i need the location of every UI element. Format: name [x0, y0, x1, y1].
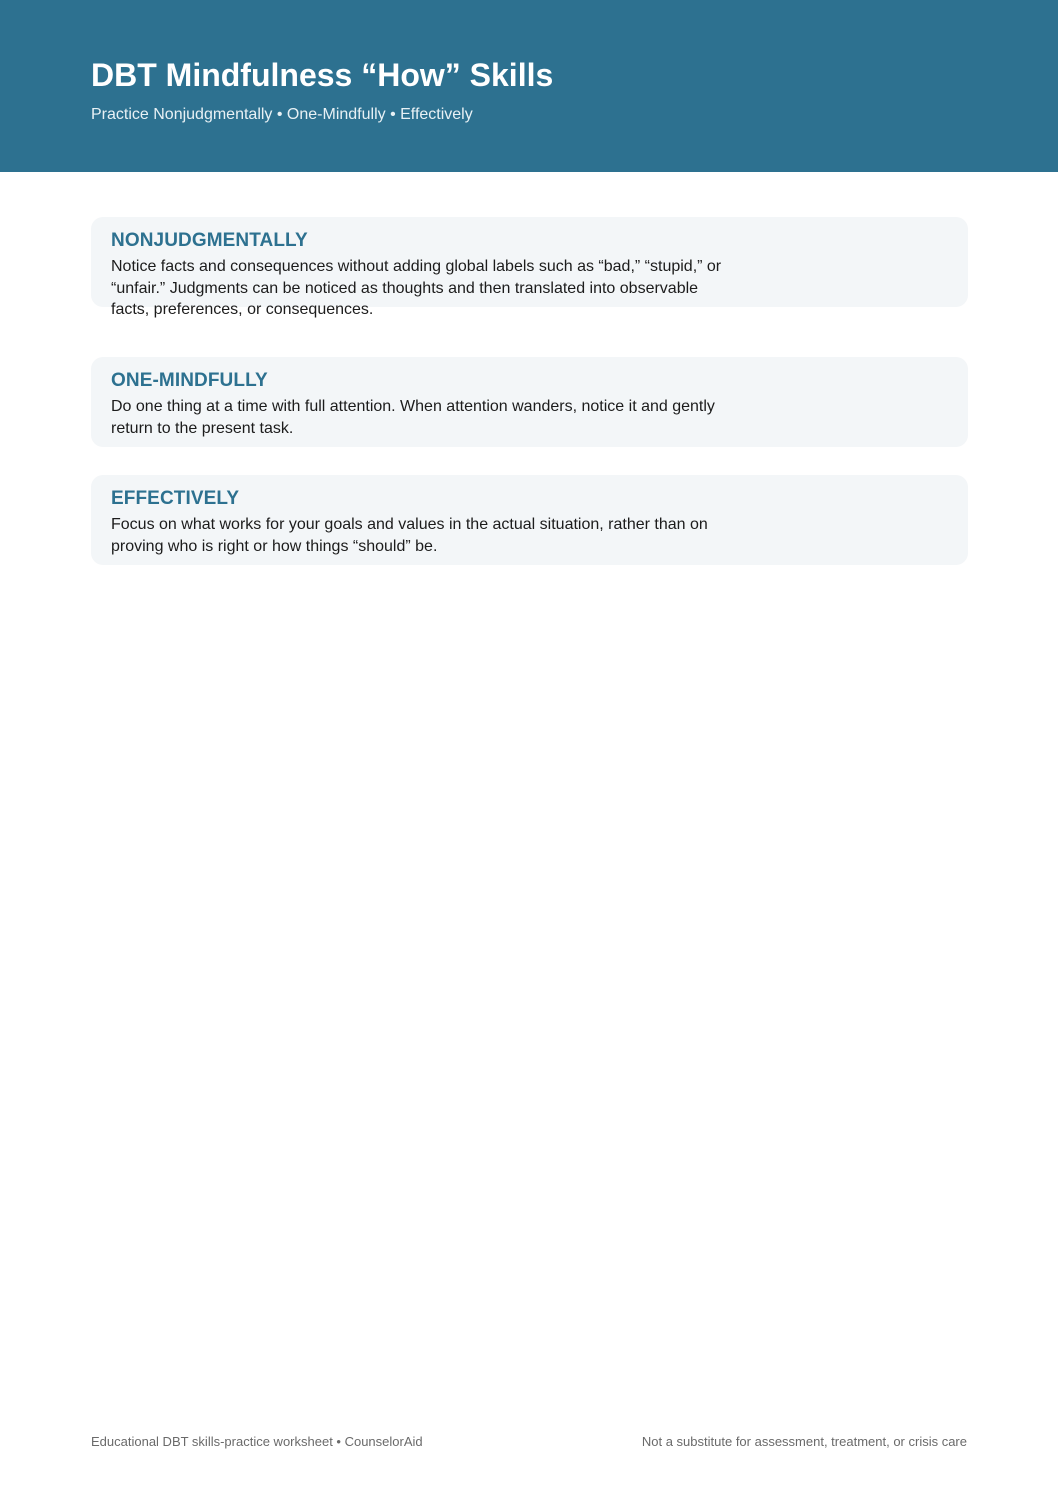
- section-body-line: Focus on what works for your goals and values in the actual situation, rather than on: [111, 516, 708, 533]
- section-body: [111, 256, 771, 321]
- section-body: [111, 514, 771, 557]
- page-header: [0, 0, 1058, 172]
- footer-disclaimer: Not a substitute for assessment, treatment, or crisis care: [641, 1434, 967, 1449]
- footer-source: Educational DBT skills-practice worksheet • CounselorAid: [91, 1434, 423, 1449]
- section-heading: ONE-MINDFULLY: [111, 370, 268, 391]
- section-body-line: Notice facts and consequences without adding global labels such as “bad,” “stupid,” or: [111, 258, 722, 275]
- section-body-line: proving who is right or how things “should” be.: [111, 537, 438, 555]
- page-subtitle: Practice Nonjudgmentally • One-Mindfully • Effectively: [91, 106, 473, 123]
- section-nonjudgmentally: [111, 230, 771, 321]
- section-one-mindfully: [111, 370, 771, 439]
- section-body-line: “unfair.” Judgments can be noticed as thoughts and then translated into observable: [111, 279, 699, 297]
- section-body-line: return to the present task.: [111, 419, 294, 437]
- section-body-line: Do one thing at a time with full attention. When attention wanders, notice it and gently: [111, 398, 715, 415]
- section-body: [111, 396, 771, 439]
- section-heading: NONJUDGMENTALLY: [111, 230, 308, 251]
- section-body-line: facts, preferences, or consequences.: [111, 301, 374, 318]
- section-effectively: [111, 488, 771, 557]
- page-title: DBT Mindfulness “How” Skills: [91, 57, 554, 93]
- section-heading: EFFECTIVELY: [111, 488, 240, 509]
